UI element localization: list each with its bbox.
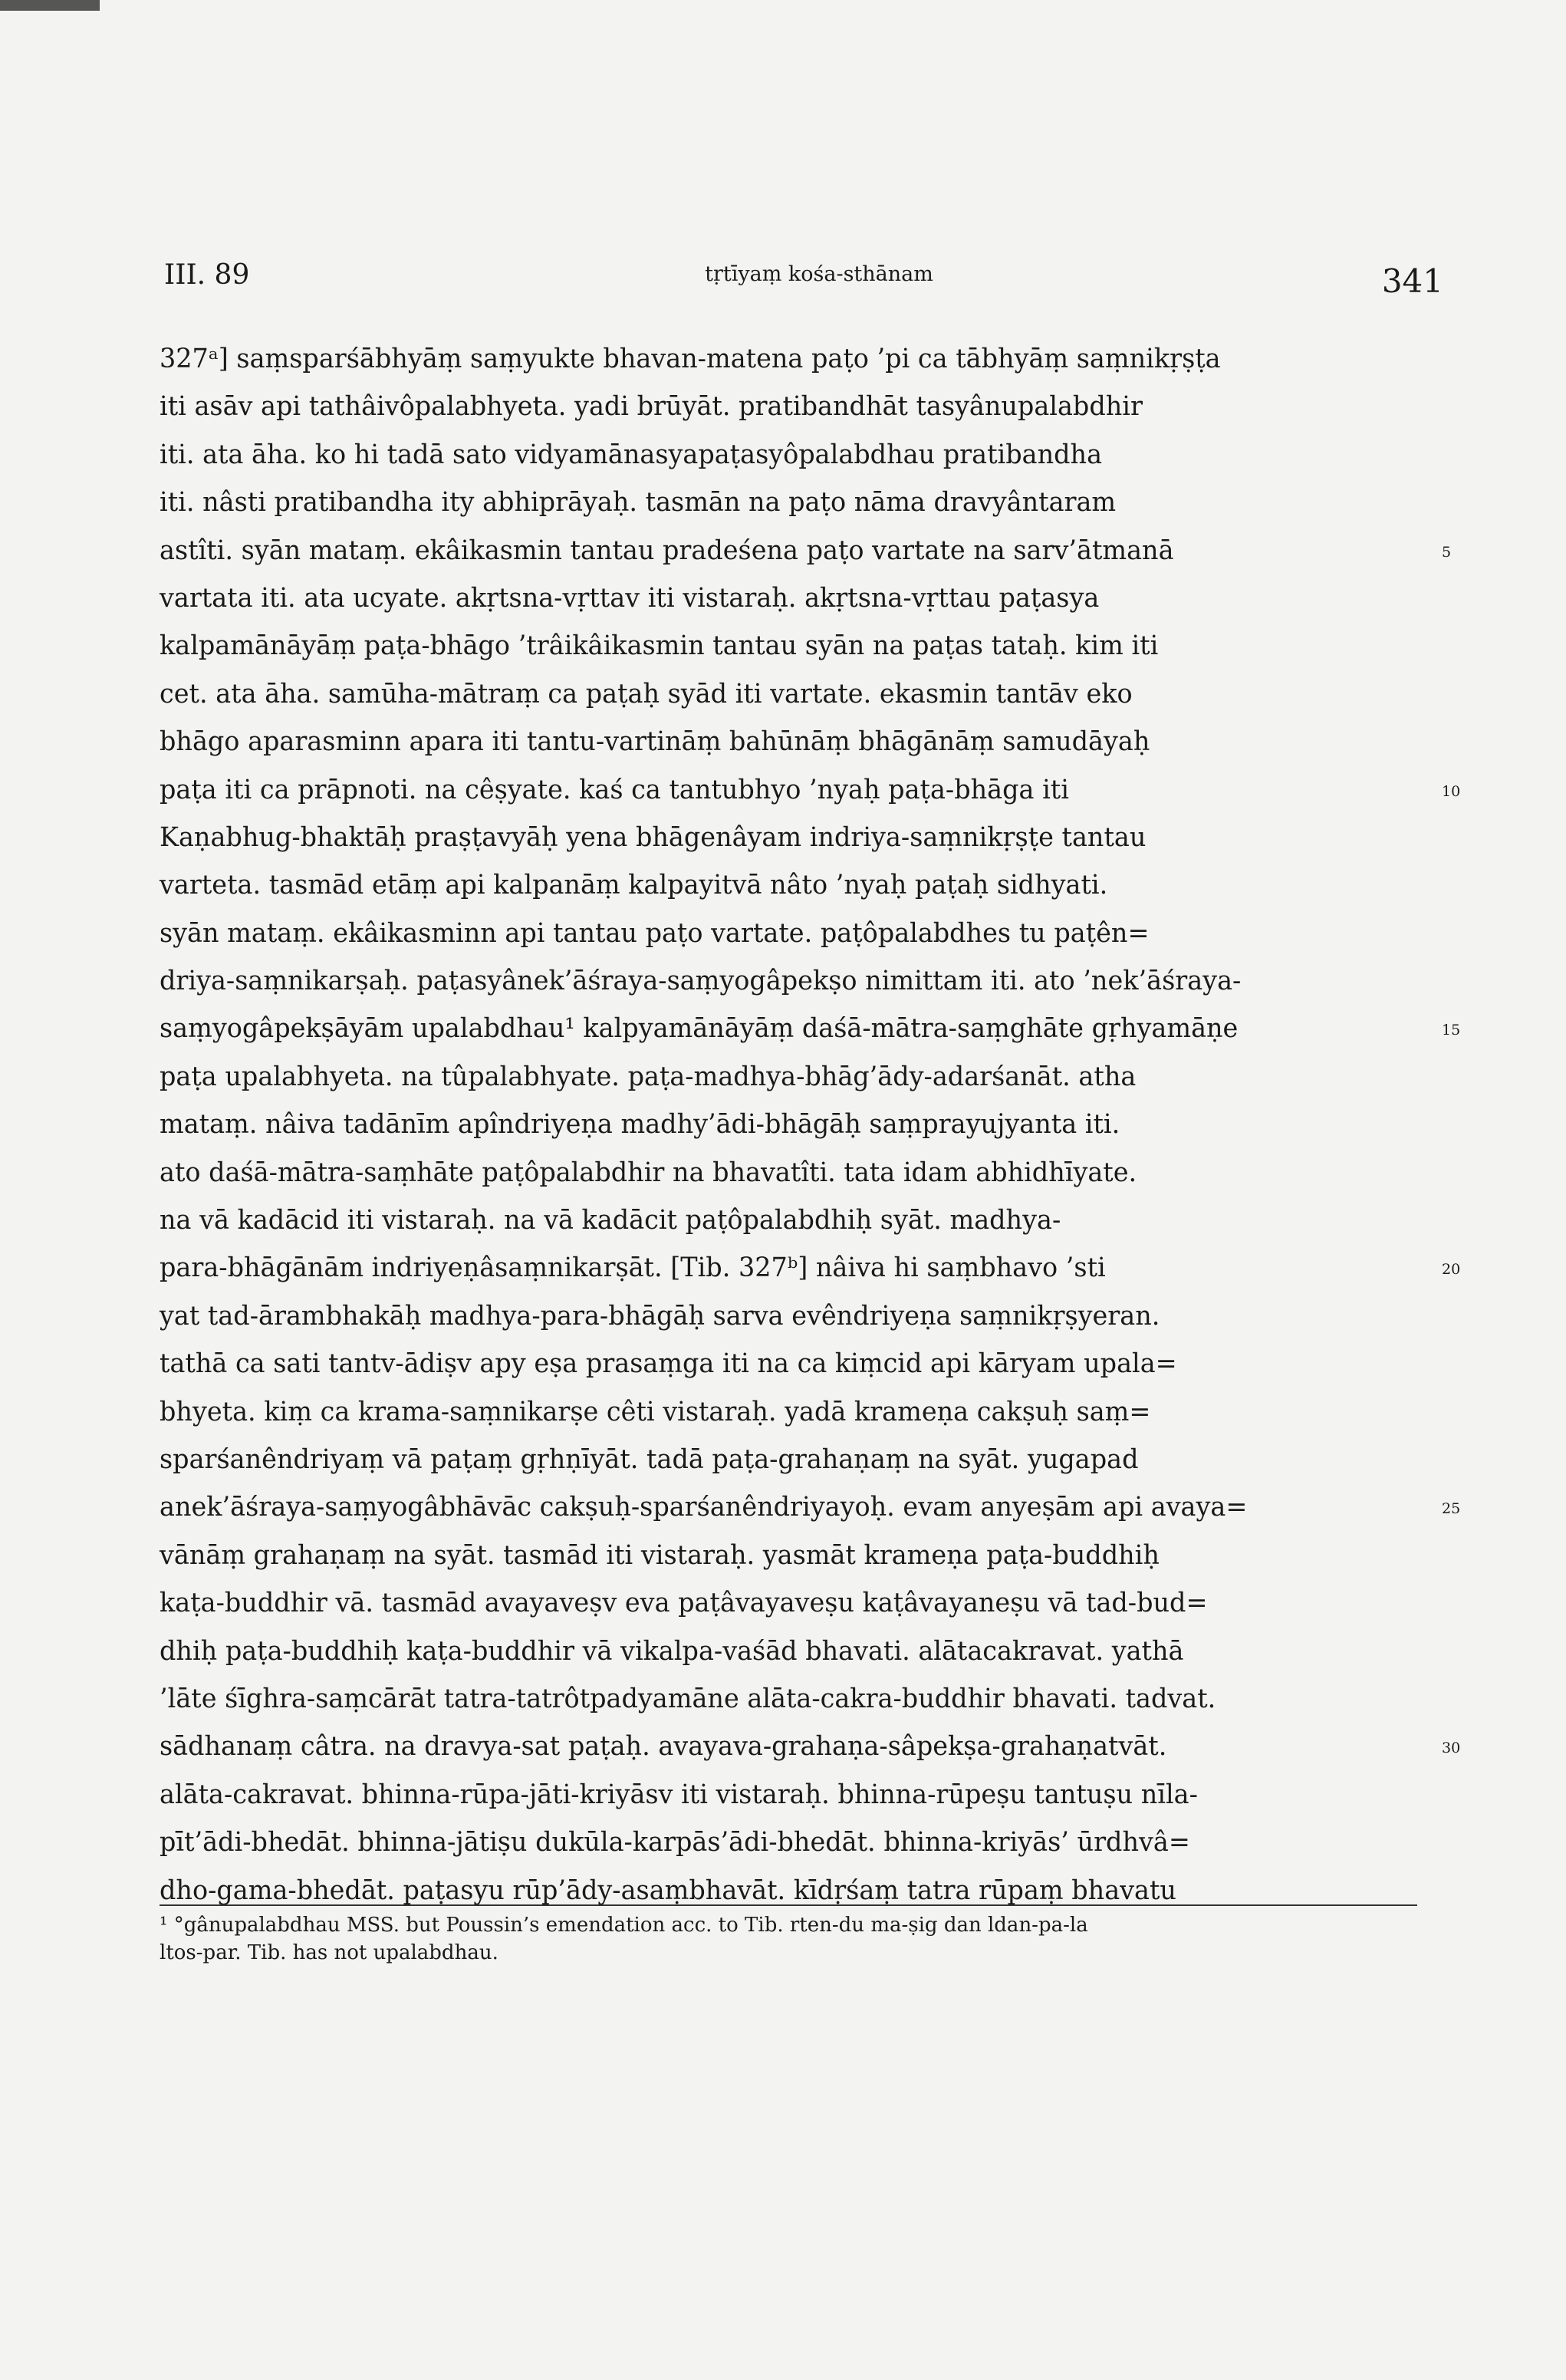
line-text: paṭa upalabhyeta. na tûpalabhyate. paṭa-madhya-bhāg’ādy-adarśanāt. atha: [160, 1061, 1137, 1092]
text-line: [160, 1771, 1417, 1819]
line-number: 5: [1442, 543, 1452, 561]
text-line: [160, 1867, 1417, 1914]
text-line: [160, 1483, 1461, 1531]
text-line: [160, 910, 1417, 957]
text-line: [160, 335, 1417, 383]
line-text: syān mataṃ. ekâikasminn api tantau paṭo vartate. paṭôpalabdhes tu paṭên=: [160, 917, 1150, 949]
line-number: 20: [1442, 1261, 1461, 1279]
line-text: mataṃ. nâiva tadānīm apîndriyeṇa madhy’ādi-bhāgāḥ saṃprayujyanta iti.: [160, 1109, 1120, 1141]
text-line: [160, 1388, 1417, 1436]
page-header: [164, 259, 1474, 305]
section-reference: III. 89: [164, 259, 250, 291]
line-text: vānāṃ grahaṇaṃ na syāt. tasmād iti vistaraḥ. yasmāt krameṇa paṭa-buddhiḥ: [160, 1539, 1160, 1571]
text-line: [160, 718, 1417, 765]
line-text: dho-gama-bhedāt. paṭasyu rūp’ādy-asaṃbhavāt. kīdṛśaṃ tatra rūpaṃ bhavatu: [160, 1875, 1176, 1906]
page-number: 341: [1381, 262, 1443, 300]
line-number: 10: [1442, 782, 1461, 800]
line-text: ato daśā-mātra-saṃhāte paṭôpalabdhir na bhavatîti. tata idam abhidhīyate.: [160, 1157, 1137, 1188]
text-line: [160, 574, 1417, 622]
line-text: saṃyogâpekṣāyām upalabdhau¹ kalpyamānāyāṃ daśā-mātra-saṃghāte gṛhyamāṇe: [160, 1013, 1239, 1045]
line-text: driya-saṃnikarṣaḥ. paṭasyânek’āśraya-saṃyogâpekṣo nimittam iti. ato ’nek’āśraya-: [160, 966, 1242, 997]
line-text: bhyeta. kiṃ ca krama-saṃnikarṣe cêti vistaraḥ. yadā krameṇa cakṣuḥ saṃ=: [160, 1396, 1151, 1427]
text-line: [160, 1436, 1417, 1483]
running-title: tṛtīyaṃ kośa-sthānam: [705, 262, 933, 286]
text-line: [160, 1723, 1461, 1770]
line-text: sparśanêndriyaṃ vā paṭaṃ gṛhṇīyāt. tadā paṭa-grahaṇaṃ na syāt. yugapad: [160, 1443, 1139, 1475]
text-line: [160, 1628, 1417, 1675]
text-line: [160, 479, 1417, 526]
text-line: [160, 431, 1417, 479]
text-line: [160, 383, 1417, 430]
line-text: na vā kadācid iti vistaraḥ. na vā kadācit paṭôpalabdhiḥ syāt. madhya-: [160, 1205, 1061, 1236]
line-text: 327ᵃ] saṃsparśābhyāṃ saṃyukte bhavan-matena paṭo ’pi ca tābhyāṃ saṃnikṛṣṭa: [160, 344, 1221, 374]
text-line: [160, 670, 1417, 718]
text-line: [160, 1005, 1461, 1052]
text-line: [160, 861, 1417, 909]
line-text: alāta-cakravat. bhinna-rūpa-jāti-kriyāsv iti vistaraḥ. bhinna-rūpeṣu tantuṣu nīla-: [160, 1779, 1198, 1810]
line-text: varteta. tasmād etāṃ api kalpanāṃ kalpayitvā nâto ’nyaḥ paṭaḥ sidhyati.: [160, 870, 1108, 901]
text-line: [160, 1292, 1417, 1340]
scan-artifact: [0, 0, 100, 11]
line-text: dhiḥ paṭa-buddhiḥ kaṭa-buddhir vā vikalpa-vaśād bhavati. alātacakravat. yathā: [160, 1635, 1184, 1667]
line-text: anek’āśraya-saṃyogâbhāvāc cakṣuḥ-sparśanêndriyayoḥ. evam anyeṣām api avaya=: [160, 1492, 1248, 1523]
line-text: sādhanaṃ câtra. na dravya-sat paṭaḥ. avayava-grahaṇa-sâpekṣa-grahaṇatvāt.: [160, 1731, 1167, 1763]
footnote-line: ltos-par. Tib. has not upalabdhau.: [160, 1941, 498, 1964]
line-text: cet. ata āha. samūha-mātraṃ ca paṭaḥ syād iti vartate. ekasmin tantāv eko: [160, 678, 1133, 709]
text-line: [160, 1101, 1417, 1148]
text-line: [160, 622, 1417, 670]
text-line: [160, 1053, 1417, 1101]
line-text: bhāgo aparasminn apara iti tantu-vartināṃ bahūnāṃ bhāgānāṃ samudāyaḥ: [160, 726, 1150, 758]
line-text: para-bhāgānām indriyeṇâsaṃnikarṣāt. [Tib. 327ᵇ] nâiva hi saṃbhavo ’sti: [160, 1253, 1106, 1284]
line-number: 25: [1442, 1500, 1461, 1518]
line-text: pīt’ādi-bhedāt. bhinna-jātiṣu dukūla-karpās’ādi-bhedāt. bhinna-kriyās’ ūrdhvâ=: [160, 1827, 1190, 1858]
text-line: [160, 1197, 1417, 1244]
line-text: paṭa iti ca prāpnoti. na cêṣyate. kaś ca tantubhyo ’nyaḥ paṭa-bhāga iti: [160, 774, 1069, 805]
line-text: kaṭa-buddhir vā. tasmād avayaveṣv eva paṭâvayaveṣu kaṭâvayaneṣu vā tad-bud=: [160, 1588, 1208, 1619]
line-text: vartata iti. ata ucyate. akṛtsna-vṛttav iti vistaraḥ. akṛtsna-vṛttau paṭasya: [160, 582, 1100, 614]
text-line: [160, 1244, 1461, 1292]
line-number: 30: [1442, 1740, 1461, 1757]
line-text: astîti. syān mataṃ. ekâikasmin tantau pradeśena paṭo vartate na sarv’ātmanā: [160, 535, 1174, 566]
footnote-line: ¹ °gânupalabdhau MSS. but Poussin’s emendation acc. to Tib. rten-du ma-ṣig dan ldan-pa-la: [160, 1914, 1088, 1937]
text-line: [160, 814, 1417, 861]
line-text: kalpamānāyāṃ paṭa-bhāgo ’trâikâikasmin tantau syān na paṭas tataḥ. kim iti: [160, 630, 1159, 662]
text-line: [160, 1819, 1417, 1866]
line-text: tathā ca sati tantv-ādiṣv apy eṣa prasaṃga iti na ca kiṃcid api kāryam upala=: [160, 1348, 1177, 1380]
text-line: [160, 957, 1417, 1005]
text-line: [160, 1532, 1417, 1579]
footnote: [160, 1911, 1448, 1967]
line-text: iti. ata āha. ko hi tadā sato vidyamānasyapaṭasyôpalabdhau pratibandha: [160, 439, 1103, 470]
line-text: ’lāte śīghra-saṃcārāt tatra-tatrôtpadyamāne alāta-cakra-buddhir bhavati. tadvat.: [160, 1683, 1216, 1714]
text-line: [160, 527, 1452, 574]
line-number: 15: [1442, 1022, 1461, 1039]
body-text: [160, 335, 1461, 1914]
text-line: [160, 1340, 1417, 1388]
text-line: [160, 1675, 1417, 1723]
line-text: Kaṇabhug-bhaktāḥ praṣṭavyāḥ yena bhāgenâyam indriya-saṃnikṛṣṭe tantau: [160, 821, 1147, 853]
line-text: iti asāv api tathâivôpalabhyeta. yadi brūyāt. pratibandhāt tasyânupalabdhir: [160, 391, 1143, 423]
text-line: [160, 766, 1461, 814]
text-line: [160, 1149, 1417, 1197]
footnote-divider: [160, 1904, 1417, 1906]
line-text: iti. nâsti pratibandha ity abhiprāyaḥ. tasmān na paṭo nāma dravyântaram: [160, 487, 1117, 518]
line-text: yat tad-ārambhakāḥ madhya-para-bhāgāḥ sarva evêndriyeṇa saṃnikṛṣyeran.: [160, 1300, 1160, 1332]
text-line: [160, 1579, 1417, 1627]
